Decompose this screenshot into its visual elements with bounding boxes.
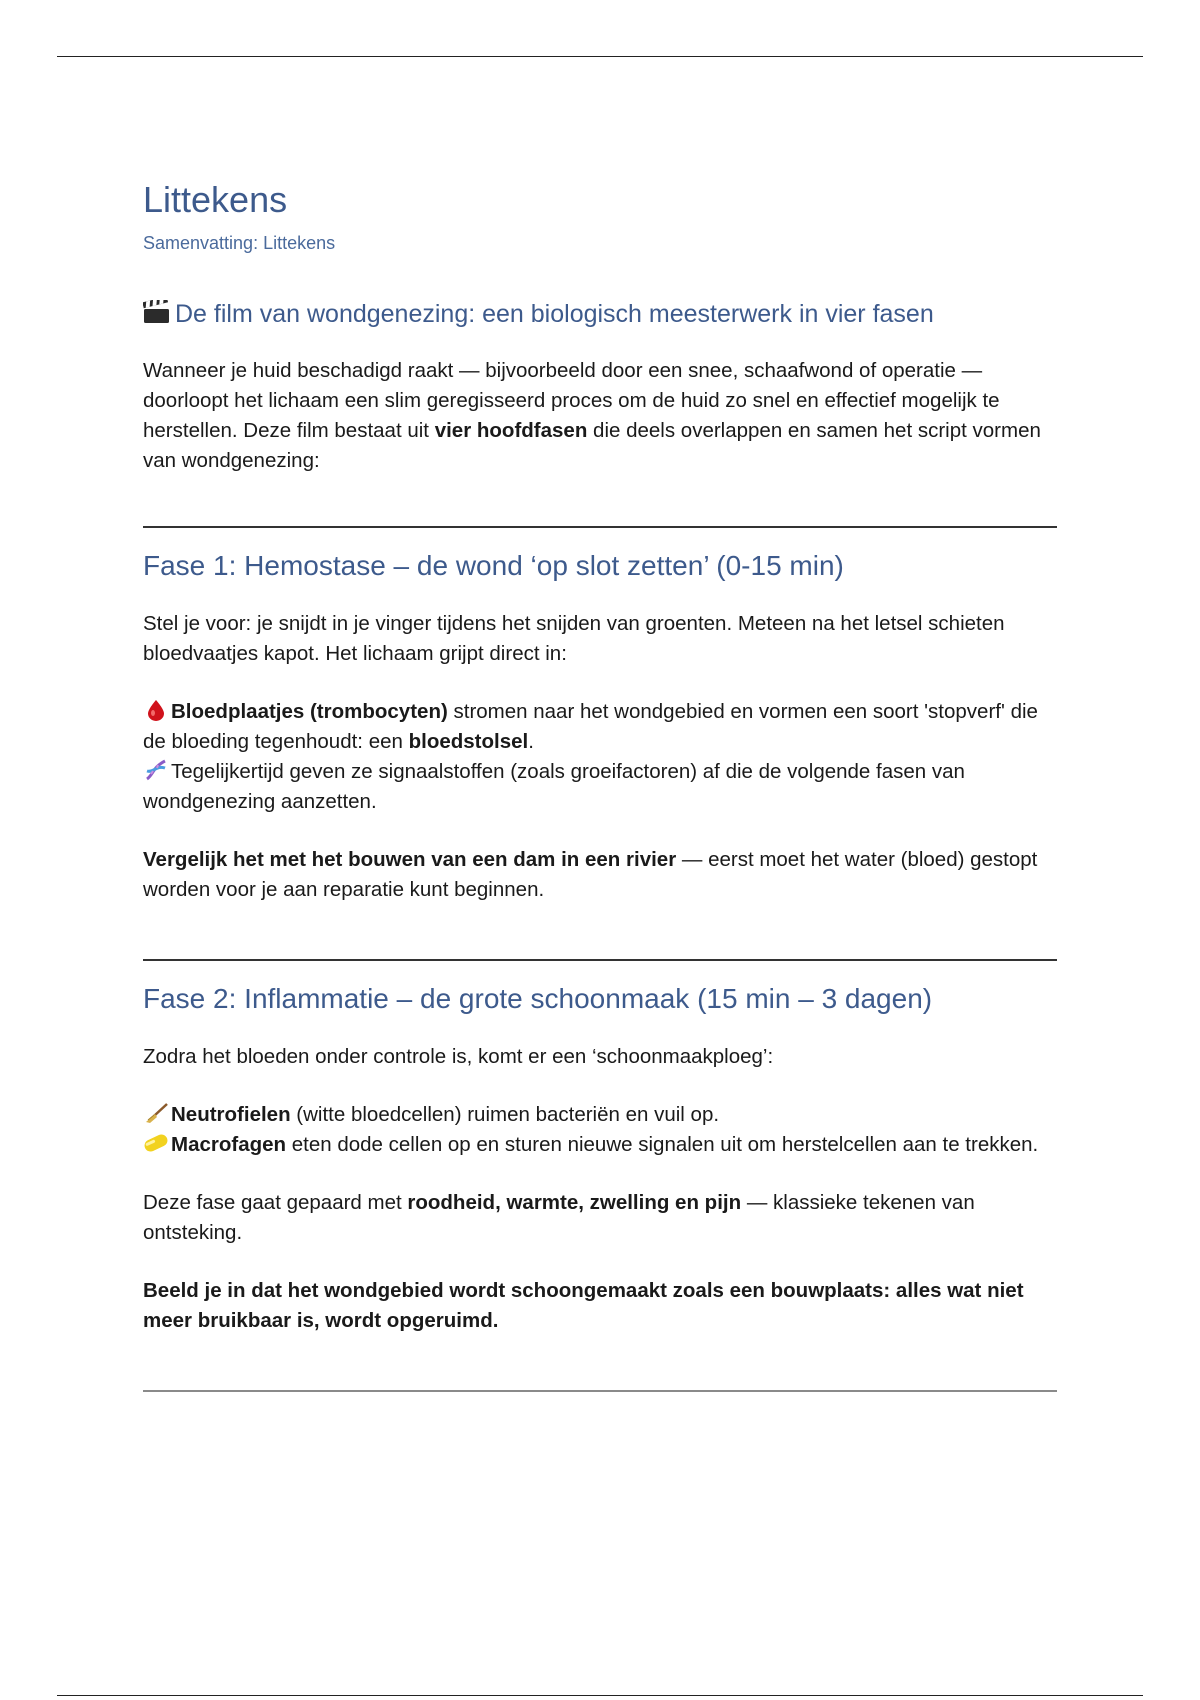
phase1-bullet1-text: stromen naar het wondgebied en vormen een soort 'stopverf' die de bloeding tegenhoudt: een (143, 700, 1038, 754)
intro-paragraph (143, 356, 1057, 476)
phase1-heading: Fase 1: Hemostase – de wond ‘op slot zetten’ (0-15 min) (143, 550, 844, 582)
phase2-bullet1-bold: Neutrofielen (171, 1103, 291, 1127)
phase1-bullet1-bold2: bloedstolsel (408, 730, 529, 754)
phase2-symptoms (143, 1188, 1057, 1248)
divider (143, 959, 1057, 961)
intro-text-a: Wanneer je huid beschadigd raakt — bijvoorbeeld door een snee, schaafwond of operatie — doorloopt het lichaam een slim geregisseerd proces om de huid zo snel en effectief mogelijk te herstellen. Deze film bestaat uit (143, 359, 1000, 443)
page-title: Littekens (143, 179, 288, 220)
page-top-rule (57, 56, 1143, 57)
dna-icon (143, 759, 169, 781)
phase2-analogy (143, 1276, 1057, 1336)
phase2-bullets (143, 1100, 1057, 1160)
phase1-intro: Stel je voor: je snijdt in je vinger tijdens het snijden van groenten. Meteen na het letsel schieten bloedvaatjes kapot. Het lichaam grijpt direct in: (143, 612, 1005, 666)
phase2-bullet2-text: eten dode cellen op en sturen nieuwe signalen uit om herstelcellen aan te trekken. (286, 1133, 1039, 1157)
page-subtitle: Samenvatting: Littekens (143, 233, 336, 254)
phase2-symptoms-bold: roodheid, warmte, zwelling en pijn (407, 1191, 742, 1215)
phase1-bullet1-end: . (528, 730, 534, 754)
page-bottom-rule (57, 1695, 1143, 1696)
pill-icon (143, 1132, 169, 1154)
intro-text-c: die deels overlappen en samen het script vormen van wondgenezing: (143, 419, 1041, 473)
phase2-analogy-bold: Beeld je in dat het wondgebied wordt schoongemaakt zoals een bouwplaats: alles wat niet meer bruikbaar is, wordt opgeruimd. (143, 1279, 1024, 1333)
blood-drop-icon (143, 699, 169, 721)
phase1-analogy (143, 845, 1057, 905)
phase2-intro: Zodra het bloeden onder controle is, komt er een ‘schoonmaakploeg’: (143, 1045, 774, 1069)
clapper-board-icon (143, 300, 171, 324)
intro-heading-row (143, 299, 1057, 330)
phase2-heading: Fase 2: Inflammatie – de grote schoonmaak (15 min – 3 dagen) (143, 983, 933, 1015)
phase2-symptoms-c: — klassieke tekenen van ontsteking. (143, 1191, 975, 1245)
phase2-symptoms-a: Deze fase gaat gepaard met (143, 1191, 408, 1215)
phase2-bullet1-text: (witte bloedcellen) ruimen bacteriën en vuil op. (290, 1103, 720, 1127)
document-body (143, 178, 1057, 1392)
phase1-bullet1-bold: Bloedplaatjes (trombocyten) (171, 700, 448, 724)
divider (143, 526, 1057, 528)
intro-heading (143, 299, 1057, 330)
phase1-analogy-bold: Vergelijk het met het bouwen van een dam in een rivier (143, 848, 677, 872)
broom-icon (143, 1102, 169, 1124)
phase1-analogy-text: — eerst moet het water (bloed) gestopt worden voor je aan reparatie kunt beginnen. (143, 848, 1038, 902)
phase1-bullets (143, 697, 1057, 817)
intro-text-bold: vier hoofdfasen (434, 419, 588, 443)
phase1-bullet2-text: Tegelijkertijd geven ze signaalstoffen (zoals groeifactoren) af die de volgende fasen van wondgenezing aanzetten. (143, 760, 965, 814)
divider (143, 1390, 1057, 1392)
phase2-bullet2-bold: Macrofagen (171, 1133, 287, 1157)
intro-heading-text: De film van wondgenezing: een biologisch meesterwerk in vier fasen (175, 299, 934, 328)
